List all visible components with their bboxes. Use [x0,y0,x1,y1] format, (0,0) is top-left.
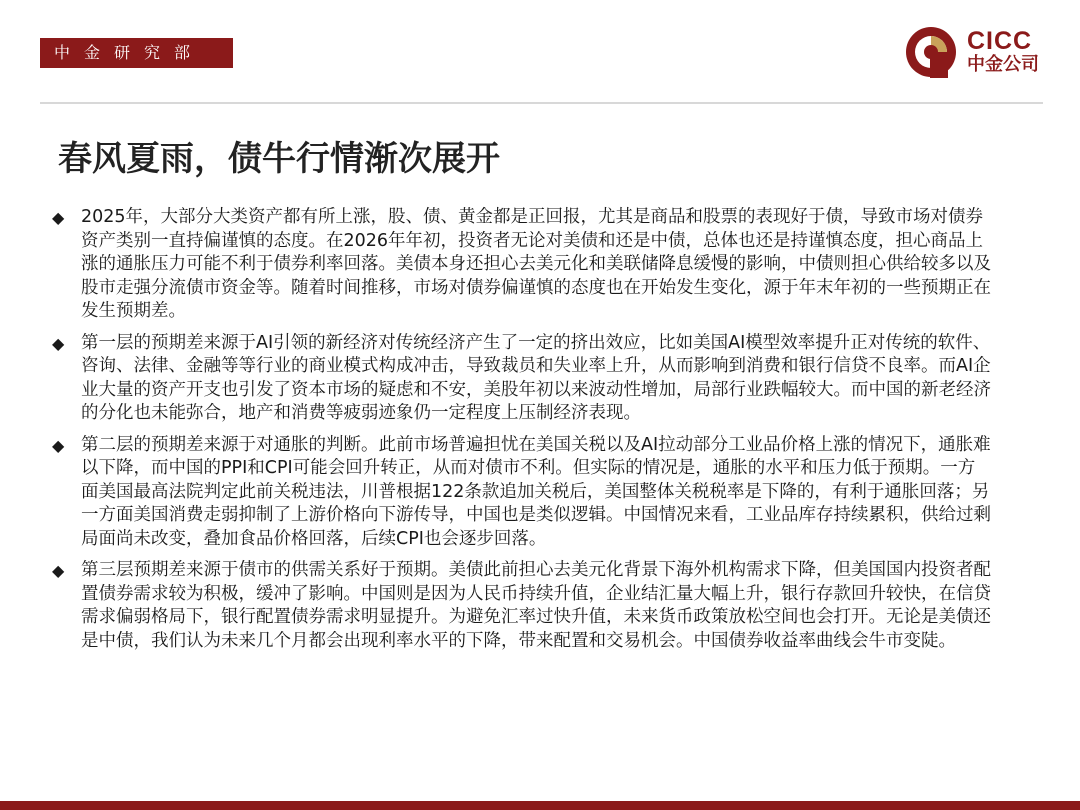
logo-wordmark-en: CICC [967,27,1033,55]
diamond-bullet-icon: ◆ [52,561,65,580]
diamond-bullet-icon: ◆ [52,208,65,227]
bullet-item-4 [52,559,992,653]
department-tag: 中金研究部 [40,38,233,68]
cicc-logo-icon [905,26,957,78]
diamond-bullet-icon: ◆ [52,333,65,353]
header-divider [40,102,1043,104]
bullet-text: 2025年，大部分大类资产都有所上涨，股、债、黄金都是正回报，尤其是商品和股票的表现好于债，导致市场对债券资产类别一直持偏谨慎的态度。在2026年年初，投资者无论对美债和还是中债，总体也还是持谨慎态度，担心商品上涨的通胀压力可能不利于债券利率回落。美债本身还担心去美元化和美联储降息缓慢的影响，中债则担心供给较多以及股市走强分流债市资金等。随着时间推移，市场对债券偏谨慎的态度也在开始发生变化，源于年末年初的一些预期正在发生预期差。 [81,207,991,321]
bullet-list [52,206,992,661]
cicc-logo [905,26,1055,80]
bullet-item-2 [52,332,992,426]
diamond-bullet-icon: ◆ [52,435,65,455]
footer-accent-bar [0,801,1080,810]
page-title: 春风夏雨，债牛行情渐次展开 [58,139,500,179]
logo-wordmark-cn: 中金公司 [967,54,1039,75]
bullet-item-3 [52,434,992,552]
bullet-text: 第三层预期差来源于债市的供需关系好于预期。美债此前担心去美元化背景下海外机构需求下降，但美国国内投资者配置债券需求较为积极，缓冲了影响。中国则是因为人民币持续升值，企业结汇量大幅上升，银行存款回升较快，在信贷需求偏弱格局下，银行配置债券需求明显提升。为避免汇率过快升值，未来货币政策放松空间也会打开。无论是美债还是中债，我们认为未来几个月都会出现利率水平的下降，带来配置和交易机会。中国债券收益率曲线会牛市变陡。 [81,560,991,651]
bullet-item-1 [52,206,992,324]
bullet-text: 第一层的预期差来源于AI引领的新经济对传统经济产生了一定的挤出效应，比如美国AI模型效率提升正对传统的软件、咨询、法律、金融等等行业的商业模式构成冲击，导致裁员和失业率上升，从而影响到消费和银行信贷不良率。而AI企业大量的资产开支也引发了资本市场的疑虑和不安，美股年初以来波动性增加，局部行业跌幅较大。而中国的新老经济的分化也未能弥合，地产和消费等疲弱迹象仍一定程度上压制经济表现。 [81,332,991,423]
bullet-text: 第二层的预期差来源于对通胀的判断。此前市场普遍担忧在美国关税以及AI拉动部分工业品价格上涨的情况下，通胀难以下降，而中国的PPI和CPI可能会回升转正，从而对债市不利。但实际的情况是，通胀的水平和压力低于预期。一方面美国最高法院判定此前关税违法，川普根据122条款追加关税后，美国整体关税税率是下降的，有利于通胀回落；另一方面美国消费走弱抑制了上游价格向下游传导，中国也是类似逻辑。中国情况来看，工业品库存持续累积，供给过剩局面尚未改变，叠加食品价格回落，后续CPI也会逐步回落。 [81,434,991,549]
